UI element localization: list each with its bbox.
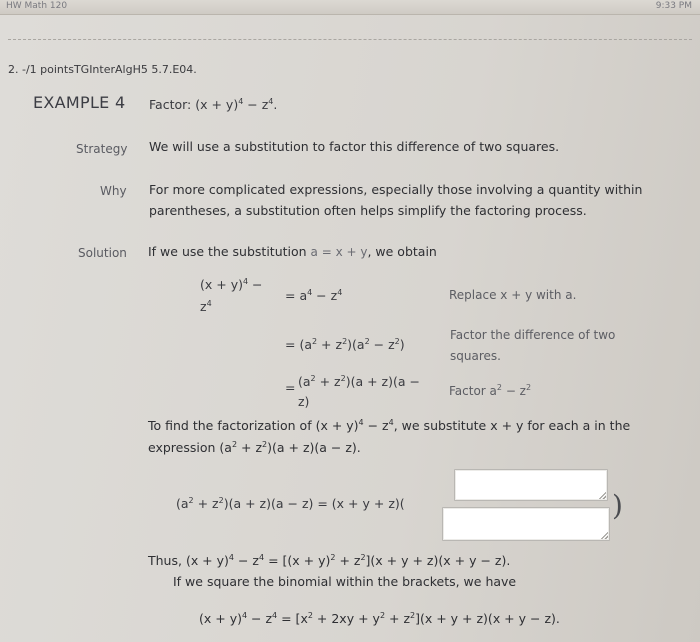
why-text-line2: parentheses, a substitution often helps simplify the factoring process.: [149, 203, 587, 218]
find-text-line1: To find the factorization of $(x + y)^4 - z^4$, we substitute x + y for each a in the: [148, 418, 631, 434]
find-text-line2: expression $(a^2 + z^2)(a + z)(a - z)$.: [148, 440, 361, 456]
problem-header: 2. -/1 pointsTGInterAlgH5 5.7.E04.: [8, 63, 197, 76]
strategy-text: We will use a substitution to factor this difference of two squares.: [149, 139, 560, 154]
square-text: If we square the binomial within the brackets, we have: [173, 574, 517, 589]
thus-text: Thus, $(x + y)^4 - z^4 = [(x + y)^2 + z^2](x + y + z)(x + y - z)$.: [148, 553, 511, 569]
strategy-label: Strategy: [76, 142, 128, 156]
step1-note: Replace x + y with a.: [449, 288, 577, 302]
fill-in-expression: $(a^2 + z^2)(a + z)(a - z) = (x + y + z)$(: [176, 496, 405, 512]
browser-top-bar: [0, 0, 700, 15]
clock: 9:33 PM: [655, 1, 692, 11]
example-factor-expression: Factor: $(x + y)^4 - z^4$.: [149, 97, 278, 113]
step1-rhs: = $a^4 - z^4$: [285, 288, 343, 304]
step2-expression: = $(a^2 + z^2)(a^2 - z^2)$: [285, 337, 405, 353]
step3-expression: $(a^2 + z^2)(a + z)(a$ −: [298, 374, 420, 390]
final-expression: $(x + y)^4 - z^4 = [x^2 + 2xy + y^2 + z^2](x + y + z)(x + y - z)$.: [199, 611, 560, 627]
problem-page: [0, 15, 700, 642]
example-title: EXAMPLE 4: [33, 93, 126, 112]
step1-lhs-z: $z^4$: [200, 299, 212, 315]
step3-note: Factor $a^2 - z^2$: [449, 383, 532, 398]
answer-input-top[interactable]: [454, 469, 608, 501]
tab-title: HW Math 120: [6, 1, 68, 11]
step2-note-line2: squares.: [450, 349, 501, 363]
step3-expression-wrap: z): [298, 394, 310, 409]
resize-handle[interactable]: [600, 531, 608, 539]
step2-note-line1: Factor the difference of two: [450, 328, 616, 342]
why-text-line1: For more complicated expressions, especially those involving a quantity within: [149, 182, 643, 197]
solution-intro: If we use the substitution a = x + y, we obtain: [148, 244, 437, 259]
solution-label: Solution: [78, 246, 127, 260]
step3-equals: =: [285, 380, 296, 395]
answer-input-bottom[interactable]: [442, 507, 610, 541]
divider: [8, 39, 692, 40]
resize-handle[interactable]: [598, 491, 606, 499]
why-label: Why: [100, 184, 127, 198]
step1-lhs: $(x + y)^4$ −: [200, 277, 263, 293]
closing-paren: ): [612, 489, 623, 522]
